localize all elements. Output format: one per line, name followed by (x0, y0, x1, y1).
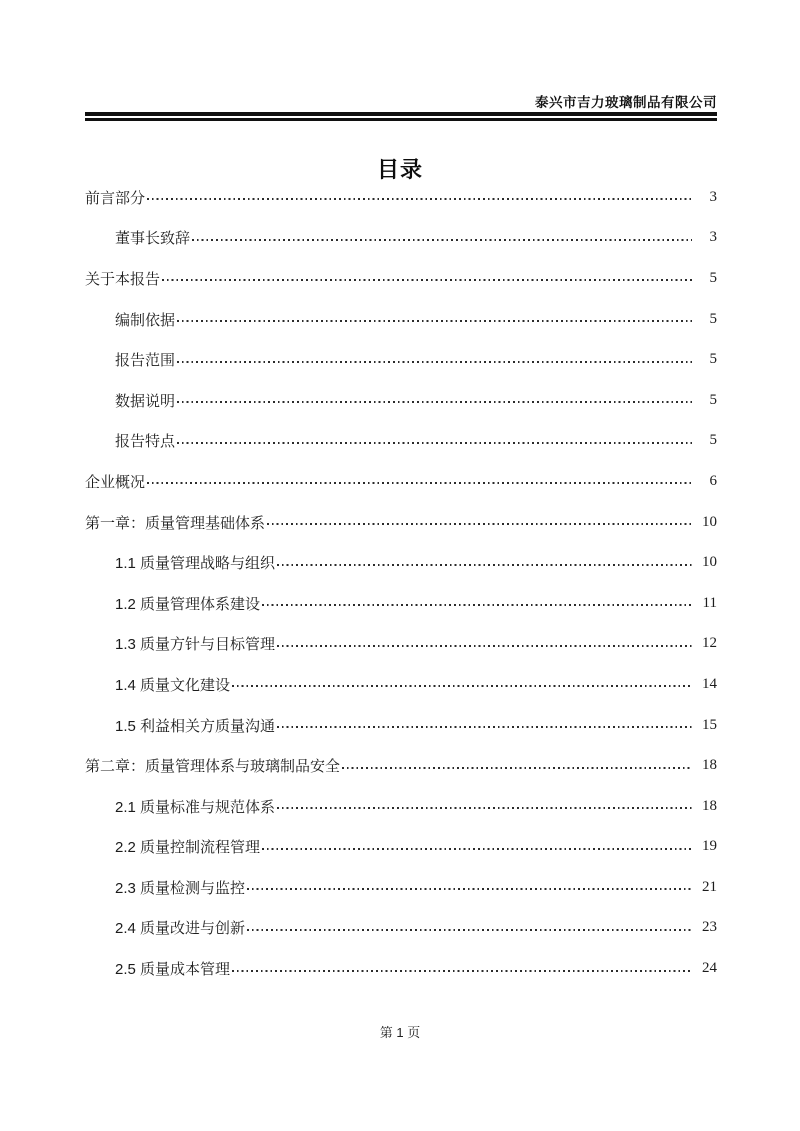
toc-entry-label: 2.2 质量控制流程管理 (115, 839, 261, 857)
toc-entry-page-number: 18 (702, 797, 717, 814)
toc-entry[interactable] (85, 461, 717, 502)
toc-entry-label: 第二章：质量管理体系与玻璃制品安全 (85, 758, 341, 776)
toc-leader-dots (177, 361, 692, 363)
toc-entry[interactable] (85, 948, 717, 989)
toc-entry-label: 数据说明 (115, 392, 176, 410)
toc-leader-dots (192, 239, 692, 241)
toc-entry[interactable] (85, 908, 717, 949)
toc-leader-dots (232, 685, 692, 687)
page-title: 目录 (376, 157, 423, 182)
toc-entry-label: 2.4 质量改进与创新 (115, 920, 246, 938)
page-number-footer: 第 1 页 (379, 1025, 421, 1040)
toc-leader-dots (277, 645, 692, 647)
toc-entry-page-number: 11 (702, 594, 717, 611)
toc-entry-page-number: 5 (709, 269, 717, 286)
toc-entry[interactable] (85, 421, 717, 462)
toc-leader-dots (277, 807, 692, 809)
toc-entry-page-number: 24 (702, 960, 717, 977)
toc-entry-label: 2.1 质量标准与规范体系 (115, 798, 276, 816)
header-company-name: 泰兴市吉力玻璃制品有限公司 (535, 95, 717, 110)
toc-entry-page-number: 23 (702, 919, 717, 936)
toc-entry-page-number: 15 (702, 716, 717, 733)
toc-entry-label: 前言部分 (85, 189, 146, 207)
toc-entry-label: 1.5 利益相关方质量沟通 (115, 717, 276, 735)
toc-leader-dots (277, 564, 692, 566)
toc-leader-dots (277, 726, 692, 728)
toc-entry-label: 第一章：质量管理基础体系 (85, 514, 266, 532)
toc-entry-page-number: 3 (709, 229, 717, 246)
toc-leader-dots (262, 604, 692, 606)
toc-entry-page-number: 14 (702, 675, 717, 692)
toc-entry[interactable] (85, 786, 717, 827)
toc-entry[interactable] (85, 339, 717, 380)
toc-entry[interactable] (85, 258, 717, 299)
toc-entry-label: 报告特点 (115, 433, 176, 451)
toc-entry[interactable] (85, 745, 717, 786)
toc-entry-page-number: 21 (702, 878, 717, 895)
toc-entry-label: 关于本报告 (85, 270, 161, 288)
toc-leader-dots (267, 523, 692, 525)
toc-entry[interactable] (85, 867, 717, 908)
toc-entry[interactable] (85, 664, 717, 705)
toc-leader-dots (247, 888, 692, 890)
toc-leader-dots (147, 198, 692, 200)
header-rule (85, 112, 717, 121)
toc-entry-page-number: 10 (702, 554, 717, 571)
toc-entry-label: 1.1 质量管理战略与组织 (115, 555, 276, 573)
toc-entry-label: 1.2 质量管理体系建设 (115, 595, 261, 613)
toc-entry-page-number: 18 (702, 757, 717, 774)
toc-entry-page-number: 6 (709, 472, 717, 489)
toc-entry[interactable] (85, 705, 717, 746)
toc-entry[interactable] (85, 827, 717, 868)
toc-entry-label: 编制依据 (115, 311, 176, 329)
toc-entry-label: 1.3 质量方针与目标管理 (115, 636, 276, 654)
toc-leader-dots (232, 970, 692, 972)
toc-entry[interactable] (85, 502, 717, 543)
toc-leader-dots (247, 929, 692, 931)
toc-entry[interactable] (85, 380, 717, 421)
toc-leader-dots (177, 320, 692, 322)
toc-entry[interactable] (85, 583, 717, 624)
toc-entry-label: 董事长致辞 (115, 230, 191, 248)
toc-entry-page-number: 19 (702, 838, 717, 855)
toc-entry-label: 1.4 质量文化建设 (115, 676, 231, 694)
toc-entry-page-number: 5 (709, 310, 717, 327)
toc-leader-dots (177, 442, 692, 444)
toc-entry-page-number: 12 (702, 635, 717, 652)
toc-leader-dots (162, 279, 692, 281)
toc-list (85, 177, 717, 989)
toc-entry-label: 报告范围 (115, 352, 176, 370)
toc-leader-dots (342, 767, 692, 769)
toc-entry-label: 2.3 质量检测与监控 (115, 879, 246, 897)
toc-leader-dots (147, 482, 692, 484)
toc-entry[interactable] (85, 299, 717, 340)
toc-leader-dots (177, 401, 692, 403)
toc-entry[interactable] (85, 218, 717, 259)
toc-entry[interactable] (85, 542, 717, 583)
toc-entry-page-number: 5 (709, 351, 717, 368)
toc-entry-page-number: 5 (709, 391, 717, 408)
toc-entry-label: 企业概况 (85, 473, 146, 491)
toc-leader-dots (262, 848, 692, 850)
toc-entry-page-number: 3 (709, 188, 717, 205)
toc-entry-page-number: 5 (709, 432, 717, 449)
toc-entry[interactable] (85, 624, 717, 665)
toc-entry[interactable] (85, 177, 717, 218)
toc-entry-label: 2.5 质量成本管理 (115, 961, 231, 979)
toc-entry-page-number: 10 (702, 513, 717, 530)
